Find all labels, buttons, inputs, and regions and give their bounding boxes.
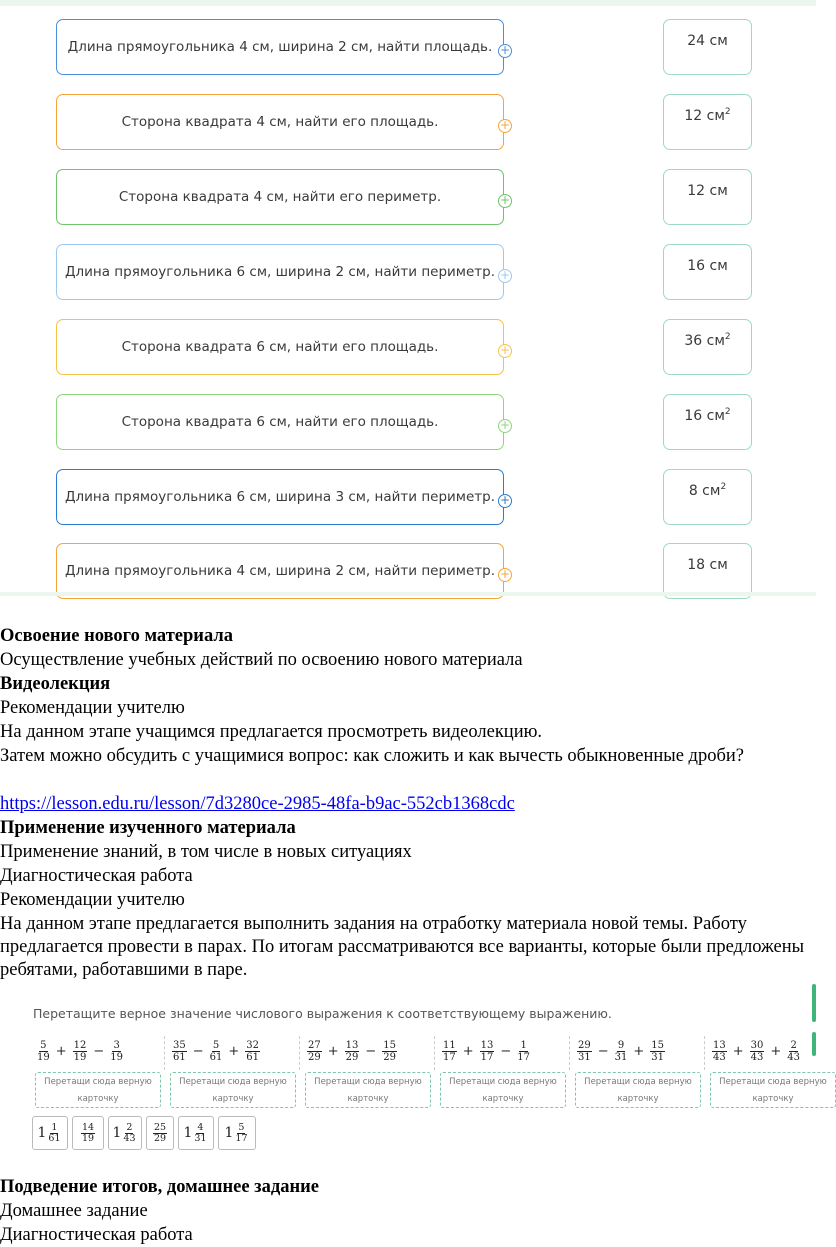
whole-part: 1 (112, 1125, 122, 1141)
lesson-link[interactable]: https://lesson.edu.ru/lesson/7d3280ce-2985-48fa-b9ac-552cb1368cdc (0, 794, 515, 814)
denominator: 61 (209, 1051, 223, 1063)
numerator: 5 (40, 1039, 47, 1051)
operator: + (55, 1043, 67, 1059)
operator: + (633, 1043, 645, 1059)
plus-icon[interactable]: + (499, 493, 511, 507)
activity-type: Диагностическая работа (0, 866, 193, 886)
plus-icon[interactable]: + (499, 567, 511, 581)
denominator: 29 (383, 1051, 397, 1063)
numerator: 15 (383, 1039, 397, 1051)
task-card[interactable] (56, 394, 511, 450)
task-text: Длина прямоугольника 6 см, ширина 2 см, найти периметр. (64, 264, 496, 280)
denominator: 61 (246, 1051, 260, 1063)
fraction (345, 1040, 360, 1063)
numerator: 12 (73, 1039, 87, 1051)
numerator: 14 (81, 1121, 95, 1133)
fraction (172, 1040, 187, 1063)
section-subtitle: Применение знаний, в том числе в новых ситуациях (0, 842, 412, 862)
denominator: 31 (578, 1051, 591, 1063)
numerator: 5 (238, 1121, 245, 1133)
answer-card-draggable[interactable] (32, 1116, 68, 1150)
fraction (712, 1040, 727, 1063)
numerator: 13 (345, 1039, 359, 1051)
operator: + (732, 1043, 744, 1059)
fraction-expression (710, 1036, 802, 1066)
task-card[interactable] (56, 94, 511, 150)
section-title: Освоение нового материала (0, 626, 233, 646)
operator: + (327, 1043, 339, 1059)
fraction (48, 1123, 60, 1144)
whole-part: 1 (224, 1125, 234, 1141)
answer-card[interactable] (663, 169, 752, 225)
drop-slot-hint: Перетащи сюда верную (314, 1077, 422, 1087)
answer-card[interactable] (663, 543, 752, 599)
answer-card[interactable] (663, 244, 752, 300)
task-text: Длина прямоугольника 4 см, ширина 2 см, найти периметр. (64, 563, 496, 579)
fraction (787, 1040, 800, 1063)
denominator: 17 (235, 1132, 248, 1144)
drop-slot[interactable] (170, 1072, 296, 1108)
fraction (245, 1040, 260, 1063)
fraction (235, 1123, 247, 1144)
drop-slot-hint: Перетащи сюда верную (719, 1077, 827, 1087)
denominator: 61 (48, 1132, 61, 1144)
numerator: 27 (308, 1039, 321, 1051)
denominator: 29 (345, 1051, 359, 1063)
fraction (73, 1040, 88, 1063)
answer-value: 12 см (684, 108, 725, 124)
drop-slot-hint: карточку (77, 1094, 119, 1104)
task-card[interactable] (56, 469, 511, 525)
fraction (750, 1040, 765, 1063)
denominator: 19 (81, 1132, 95, 1144)
fraction (123, 1123, 135, 1144)
fraction (517, 1040, 530, 1063)
denominator: 29 (153, 1132, 167, 1144)
numerator: 4 (197, 1121, 204, 1133)
fraction (194, 1123, 206, 1144)
column-divider (299, 1036, 301, 1070)
fraction (615, 1040, 628, 1063)
plus-icon[interactable]: + (499, 268, 511, 282)
numerator: 13 (480, 1039, 494, 1051)
widget-bottom-bar (0, 592, 816, 596)
answer-exponent: 2 (724, 332, 731, 342)
plus-icon[interactable]: + (499, 418, 511, 432)
numerator: 32 (246, 1039, 260, 1051)
operator: + (770, 1043, 782, 1059)
fraction (210, 1040, 223, 1063)
numerator: 3 (113, 1039, 120, 1051)
fraction (81, 1123, 95, 1144)
teacher-recommendations-label: Рекомендации учителю (0, 698, 185, 718)
numerator: 11 (443, 1039, 456, 1051)
drop-slot[interactable] (35, 1072, 161, 1108)
drop-slot[interactable] (440, 1072, 566, 1108)
answer-exponent: 2 (724, 107, 731, 117)
plus-icon[interactable]: + (499, 193, 511, 207)
column-divider (164, 1036, 166, 1070)
answer-card-draggable[interactable] (146, 1116, 174, 1150)
drop-slot-hint: карточку (347, 1094, 389, 1104)
task-card[interactable] (56, 19, 511, 75)
fraction (110, 1040, 123, 1063)
answer-card[interactable] (663, 319, 752, 375)
plus-icon[interactable]: + (499, 43, 511, 57)
plus-icon[interactable]: + (499, 343, 511, 357)
numerator: 15 (651, 1039, 665, 1051)
drop-slot[interactable] (305, 1072, 431, 1108)
answer-value: 12 см (687, 183, 728, 199)
task-card[interactable] (56, 244, 511, 300)
numerator: 13 (713, 1039, 726, 1051)
plus-icon[interactable]: + (499, 118, 511, 132)
fraction (307, 1040, 322, 1063)
task-text: Сторона квадрата 6 см, найти его площадь. (121, 339, 439, 355)
matching-widget (0, 0, 816, 596)
answer-value: 16 см (684, 408, 725, 424)
answer-card-draggable[interactable] (178, 1116, 214, 1150)
drop-slot-hint: карточку (482, 1094, 524, 1104)
answer-value: 18 см (687, 557, 728, 573)
task-text: Сторона квадрата 4 см, найти его площадь. (121, 114, 439, 130)
task-card[interactable] (56, 319, 511, 375)
denominator: 43 (787, 1051, 801, 1063)
denominator: 17 (443, 1051, 456, 1063)
numerator: 30 (750, 1039, 764, 1051)
numerator: 1 (520, 1039, 527, 1051)
fraction (37, 1040, 50, 1063)
denominator: 31 (194, 1132, 207, 1144)
fraction (382, 1040, 397, 1063)
fraction (577, 1040, 592, 1063)
drop-slot-hint: карточку (752, 1094, 794, 1104)
answer-card-draggable[interactable] (108, 1116, 142, 1150)
column-divider (704, 1036, 706, 1070)
drop-slot-hint: карточку (617, 1094, 659, 1104)
teacher-recommendations-label: Рекомендации учителю (0, 890, 185, 910)
numerator: 29 (578, 1039, 591, 1051)
scroll-handle[interactable] (812, 984, 816, 1022)
drop-slot[interactable] (575, 1072, 701, 1108)
denominator: 19 (110, 1051, 124, 1063)
denominator: 43 (713, 1051, 726, 1063)
denominator: 29 (308, 1051, 321, 1063)
answer-card-draggable[interactable] (72, 1116, 104, 1150)
numerator: 35 (173, 1039, 186, 1051)
operator: − (365, 1043, 377, 1059)
answer-exponent: 2 (724, 407, 731, 417)
task-text: Длина прямоугольника 4 см, ширина 2 см, найти площадь. (67, 39, 493, 55)
scroll-handle[interactable] (812, 1032, 816, 1056)
section-subtitle: Осуществление учебных действий по освоению нового материала (0, 650, 523, 670)
widget-top-bar (0, 0, 816, 6)
fractions-widget (0, 998, 827, 1158)
drop-slot-hint: Перетащи сюда верную (179, 1077, 287, 1087)
paragraph: На данном этапе учащимся предлагается просмотреть видеолекцию. (0, 722, 543, 742)
denominator: 19 (37, 1051, 50, 1063)
operator: − (500, 1043, 512, 1059)
answer-card[interactable] (663, 94, 752, 150)
operator: − (93, 1043, 105, 1059)
fraction-expression (305, 1036, 399, 1066)
answer-card[interactable] (663, 19, 752, 75)
answer-value: 16 см (687, 258, 728, 274)
denominator: 19 (73, 1051, 87, 1063)
fraction (650, 1040, 665, 1063)
drop-slot-hint: Перетащи сюда верную (449, 1077, 557, 1087)
denominator: 31 (651, 1051, 665, 1063)
whole-part: 1 (37, 1125, 47, 1141)
fraction-expression (440, 1036, 532, 1066)
drop-slot[interactable] (710, 1072, 836, 1108)
task-text: Сторона квадрата 4 см, найти его периметр. (118, 189, 442, 205)
activity-type: Диагностическая работа (0, 1225, 193, 1245)
answer-card[interactable] (663, 469, 752, 525)
operator: + (228, 1043, 240, 1059)
drop-slot-hint: Перетащи сюда верную (44, 1077, 152, 1087)
task-text: Сторона квадрата 6 см, найти его площадь. (121, 414, 439, 430)
activity-type: Видеолекция (0, 674, 111, 694)
fraction (442, 1040, 457, 1063)
drop-slot-hint: карточку (212, 1094, 254, 1104)
paragraph: Затем можно обсудить с учащимися вопрос: как сложить и как вычесть обыкновенные дроби? (0, 746, 744, 766)
numerator: 9 (617, 1039, 625, 1051)
task-card[interactable] (56, 543, 511, 599)
column-divider (569, 1036, 571, 1070)
section-title: Применение изученного материала (0, 818, 296, 838)
answer-value: 24 см (687, 33, 728, 49)
fraction-expression (35, 1036, 125, 1066)
numerator: 5 (212, 1039, 220, 1051)
fraction (480, 1040, 495, 1063)
numerator: 25 (153, 1121, 167, 1133)
whole-part: 1 (183, 1125, 193, 1141)
answer-exponent: 2 (720, 482, 727, 492)
denominator: 43 (123, 1132, 136, 1144)
answer-card[interactable] (663, 394, 752, 450)
operator: − (597, 1043, 609, 1059)
denominator: 17 (517, 1051, 531, 1063)
denominator: 31 (614, 1051, 628, 1063)
drop-slot-hint: Перетащи сюда верную (584, 1077, 692, 1087)
numerator: 2 (126, 1121, 133, 1133)
task-card[interactable] (56, 169, 511, 225)
operator: − (192, 1043, 204, 1059)
operator: + (462, 1043, 474, 1059)
denominator: 17 (480, 1051, 494, 1063)
answer-value: 36 см (684, 333, 725, 349)
fraction-expression (575, 1036, 667, 1066)
widget-instruction: Перетащите верное значение числового выражения к соответствующему выражению. (33, 1006, 612, 1021)
column-divider (434, 1036, 436, 1070)
fraction-expression (170, 1036, 262, 1066)
denominator: 61 (173, 1051, 186, 1063)
paragraph: На данном этапе предлагается выполнить задания на отработку материала новой темы. Работу предлагается провести в парах. По итогам рассматриваются все варианты, которые были предложены ребятами, работавшими в паре. (0, 914, 805, 980)
answer-card-draggable[interactable] (218, 1116, 256, 1150)
section-title: Подведение итогов, домашнее задание (0, 1177, 319, 1197)
denominator: 43 (750, 1051, 764, 1063)
numerator: 1 (51, 1121, 58, 1133)
section-subtitle: Домашнее задание (0, 1201, 148, 1221)
task-text: Длина прямоугольника 6 см, ширина 3 см, найти периметр. (64, 489, 496, 505)
numerator: 2 (790, 1039, 797, 1051)
fraction (153, 1123, 167, 1144)
answer-value: 8 см (688, 483, 721, 499)
